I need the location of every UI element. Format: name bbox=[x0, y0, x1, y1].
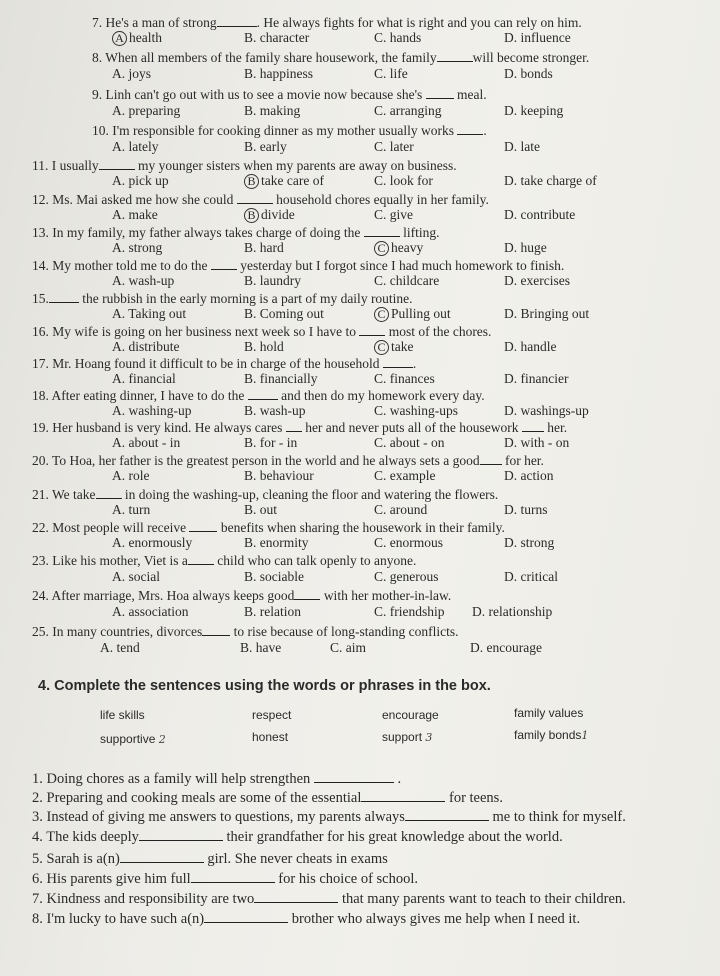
question-15-options: A. Taking out B. Coming out C Pulling out D. Bringing out bbox=[112, 306, 590, 321]
question-20: 20. To Hoa, her father is the greatest person in the world and he always sets a good for her. bbox=[32, 453, 544, 468]
answer-circle-icon: B bbox=[244, 208, 259, 223]
sentence-4: 4. The kids deeply their grandfather for his great knowledge about the world. bbox=[32, 829, 563, 845]
question-18-options: A. washing-up B. wash-up C. washing-ups D. washings-up bbox=[112, 403, 589, 418]
question-21: 21. We take in doing the washing-up, cleaning the floor and watering the flowers. bbox=[32, 487, 499, 502]
sentence-7: 7. Kindness and responsibility are two that many parents want to teach to their children. bbox=[32, 891, 626, 907]
question-23-options: A. social B. sociable C. generous D. critical bbox=[112, 569, 558, 584]
word-family-bonds: family bonds1 bbox=[514, 728, 589, 742]
word-encourage: encourage bbox=[382, 708, 439, 722]
question-22: 22. Most people will receive benefits when sharing the housework in their family. bbox=[32, 520, 505, 535]
question-14: 14. My mother told me to do the yesterday but I forgot since I had much homework to finish. bbox=[32, 258, 565, 273]
question-16-options: A. distribute B. hold C take D. handle bbox=[112, 339, 557, 354]
answer-circle-icon: C bbox=[374, 340, 389, 355]
question-24-options: A. association B. relation C. friendship D. relationship bbox=[112, 604, 553, 619]
sentence-1: 1. Doing chores as a family will help strengthen . bbox=[32, 771, 402, 787]
question-23: 23. Like his mother, Viet is a child who can talk openly to anyone. bbox=[32, 553, 417, 568]
question-20-options: A. role B. behaviour C. example D. action bbox=[112, 468, 554, 483]
question-10: 10. I'm responsible for cooking dinner as my mother usually works . bbox=[92, 123, 487, 138]
question-13: 13. In my family, my father always takes charge of doing the lifting. bbox=[32, 225, 440, 240]
question-17: 17. Mr. Hoang found it difficult to be in charge of the household . bbox=[32, 356, 417, 371]
question-8-options: A. joys B. happiness C. life D. bonds bbox=[112, 66, 553, 81]
question-9: 9. Linh can't go out with us to see a movie now because she's meal. bbox=[92, 87, 487, 102]
question-22-options: A. enormously B. enormity C. enormous D. strong bbox=[112, 535, 555, 550]
question-18: 18. After eating dinner, I have to do the and then do my homework every day. bbox=[32, 388, 485, 403]
question-14-options: A. wash-up B. laundry C. childcare D. exercises bbox=[112, 273, 570, 288]
question-9-options: A. preparing B. making C. arranging D. keeping bbox=[112, 103, 564, 118]
question-21-options: A. turn B. out C. around D. turns bbox=[112, 502, 548, 517]
question-19-options: A. about - in B. for - in C. about - on D. with - on bbox=[112, 435, 570, 450]
word-respect: respect bbox=[252, 708, 292, 722]
answer-circle-icon: A bbox=[112, 31, 127, 46]
word-supportive: supportive 2 bbox=[100, 732, 166, 746]
question-17-options: A. financial B. financially C. finances D. financier bbox=[112, 371, 569, 386]
question-15: 15. the rubbish in the early morning is a part of my daily routine. bbox=[32, 291, 413, 306]
word-support: support 3 bbox=[382, 730, 433, 744]
question-7-options: A health B. character C. hands D. influence bbox=[112, 30, 712, 45]
question-12-options: A. make B divide C. give D. contribute bbox=[112, 207, 576, 222]
word-honest: honest bbox=[252, 730, 289, 744]
sentence-2: 2. Preparing and cooking meals are some of the essential for teens. bbox=[32, 790, 503, 806]
question-24: 24. After marriage, Mrs. Hoa always keeps good with her mother-in-law. bbox=[32, 588, 452, 603]
question-13-options: A. strong B. hard C heavy D. huge bbox=[112, 240, 547, 255]
word-life-skills: life skills bbox=[100, 708, 145, 722]
question-12: 12. Ms. Mai asked me how she could household chores equally in her family. bbox=[32, 192, 489, 207]
question-10-options: A. lately B. early C. later D. late bbox=[112, 139, 540, 154]
answer-circle-icon: C bbox=[374, 241, 389, 256]
question-19: 19. Her husband is very kind. He always cares her and never puts all of the housework her. bbox=[32, 420, 568, 435]
section-4-title: 4. Complete the sentences using the words or phrases in the box. bbox=[38, 678, 491, 694]
question-16: 16. My wife is going on her business next week so I have to most of the chores. bbox=[32, 324, 492, 339]
word-family-values: family values bbox=[514, 706, 584, 720]
question-7: 7. He's a man of strong . He always fights for what is right and you can rely on him. bbox=[92, 15, 582, 30]
sentence-3: 3. Instead of giving me answers to questions, my parents always me to think for myself. bbox=[32, 809, 626, 825]
question-11: 11. I usually my younger sisters when my parents are away on business. bbox=[32, 158, 457, 173]
answer-circle-icon: B bbox=[244, 174, 259, 189]
question-8: 8. When all members of the family share housework, the family will become stronger. bbox=[92, 50, 590, 65]
sentence-8: 8. I'm lucky to have such a(n) brother who always gives me help when I need it. bbox=[32, 911, 581, 927]
question-11-options: A. pick up B take care of C. look for D. take charge of bbox=[112, 173, 597, 188]
sentence-5: 5. Sarah is a(n) girl. She never cheats in exams bbox=[32, 851, 388, 867]
question-25: 25. In many countries, divorces to rise because of long-standing conflicts. bbox=[32, 624, 459, 639]
question-25-options: A. tend B. have C. aim D. encourage bbox=[100, 640, 542, 655]
answer-circle-icon: C bbox=[374, 307, 389, 322]
word-box bbox=[100, 706, 660, 756]
sentence-6: 6. His parents give him full for his choice of school. bbox=[32, 871, 419, 887]
